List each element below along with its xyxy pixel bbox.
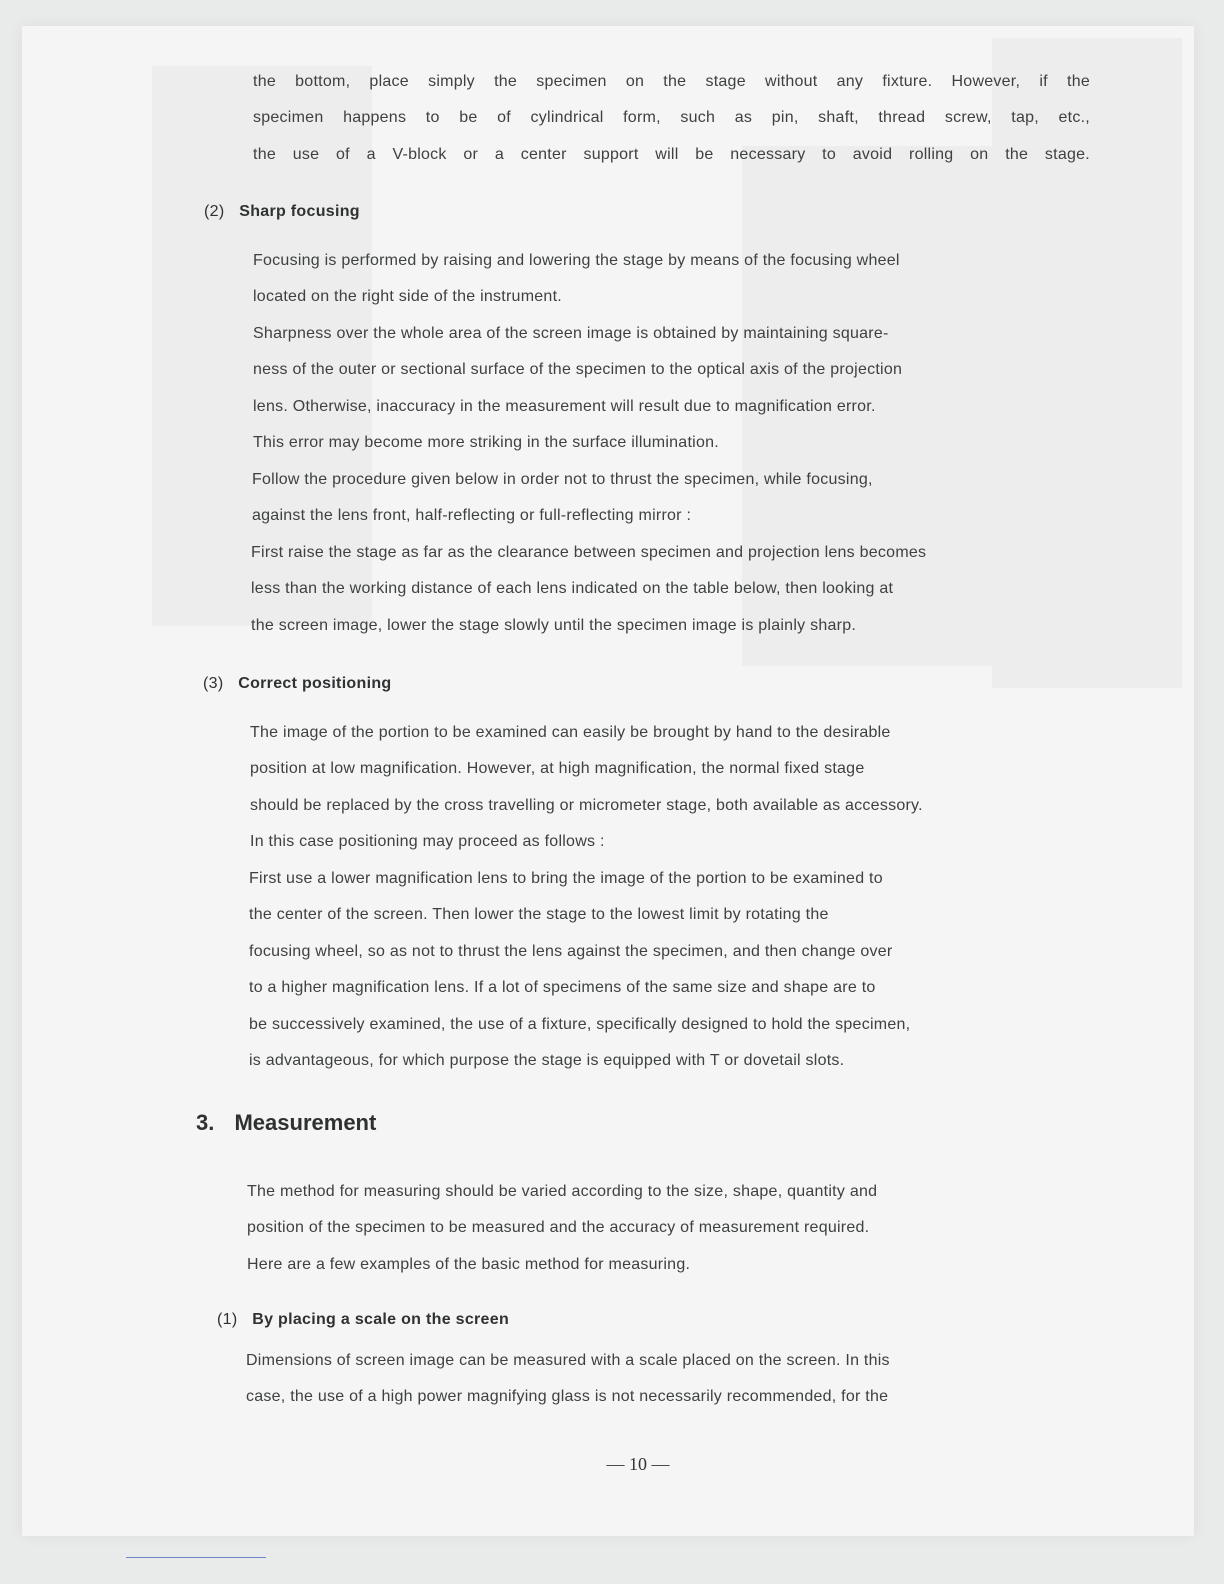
subsection-title: Correct positioning bbox=[238, 675, 392, 692]
subsection-number: (3) bbox=[203, 675, 224, 692]
paragraph-lower-magnification: First use a lower magnification lens to bring the image of the portion to be examined to the center of the screen. Then lower the stage to the lowest limit by rotating the focusing wheel, so as not to thrust the lens against the specimen, and then change over to a higher magnification lens. If a lot of specimens of the same size and shape are to be successively examined, the use of a fixture, specifically designed to hold the specimen, is advantageous, for which purpose the stage is equipped with T or dovetail slots. bbox=[249, 870, 911, 1070]
subsection-number: (1) bbox=[217, 1311, 238, 1328]
page-number: — 10 — bbox=[606, 1454, 670, 1474]
paragraph-measuring-method: The method for measuring should be varied according to the size, shape, quantity and position of the specimen to be measured and the accuracy of measurement required. Here are a few examples of the basic method for measuring. bbox=[247, 1183, 878, 1273]
paragraph-follow-procedure: Follow the procedure given below in order not to thrust the specimen, while focusing, against the lens front, half-reflecting or full-reflecting mirror : bbox=[252, 471, 873, 525]
subsection-heading-sharp-focusing bbox=[204, 200, 360, 224]
intro-paragraph: the bottom, place simply the specimen on the stage without any fixture. However, if the specimen happens to be of cylindrical form, such as pin, shaft, thread screw, tap, etc., the use of a V-block or a center support will be necessary to avoid rolling on the stage. bbox=[253, 73, 1090, 163]
paragraph-scale-dimensions: Dimensions of screen image can be measured with a scale placed on the screen. In this case, the use of a high power magnifying glass is not necessarily recommended, for the bbox=[246, 1352, 890, 1406]
paragraph-focusing-method: Focusing is performed by raising and lowering the stage by means of the focusing wheel located on the right side of the instrument. bbox=[253, 252, 900, 306]
subsection-heading-scale-on-screen bbox=[217, 1308, 509, 1332]
bottom-rule bbox=[126, 1557, 266, 1558]
subsection-title: Sharp focusing bbox=[239, 203, 360, 220]
subsection-title: By placing a scale on the screen bbox=[252, 1311, 510, 1328]
paragraph-raise-stage: First raise the stage as far as the clearance between specimen and projection lens becomes less than the working distance of each lens indicated on the table below, then looking at the screen image, lower the stage slowly until the specimen image is plainly sharp. bbox=[251, 544, 927, 634]
section-heading-measurement bbox=[196, 1108, 376, 1138]
subsection-number: (2) bbox=[204, 203, 225, 220]
section-title: Measurement bbox=[234, 1110, 377, 1135]
section-number: 3. bbox=[196, 1110, 215, 1135]
paragraph-image-positioning: The image of the portion to be examined can easily be brought by hand to the desirable position at low magnification. However, at high magnification, the normal fixed stage should be replaced by the cross travelling or micrometer stage, both available as accessory. In this case positioning may proceed as follows : bbox=[250, 724, 923, 851]
paragraph-sharpness: Sharpness over the whole area of the screen image is obtained by maintaining square- ness of the outer or sectional surface of the specimen to the optical axis of the projection lens. Otherwise, inaccuracy in the measurement will result due to magnification error. This error may become more striking in the surface illumination. bbox=[253, 325, 903, 452]
subsection-heading-correct-positioning bbox=[203, 672, 391, 696]
